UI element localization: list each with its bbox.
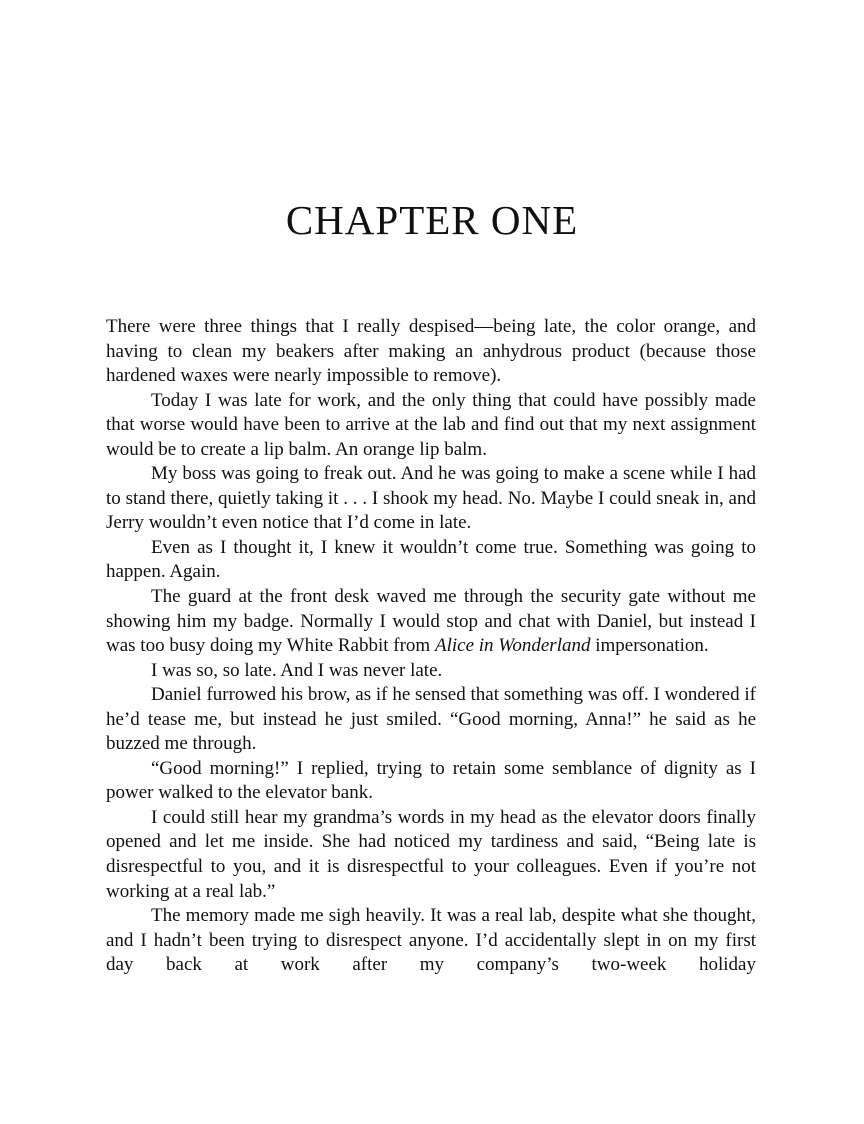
paragraph-5 (106, 585, 756, 659)
paragraph-1: There were three things that I really despised—being late, the color orange, and having to clean my beakers after making an anhydrous product (because those hardened waxes were nearly impossible to remove). (106, 316, 756, 387)
chapter-title: CHAPTER ONE (285, 197, 579, 243)
paragraph-6: I was so, so late. And I was never late. (151, 659, 443, 681)
chapter-body (106, 315, 756, 978)
paragraph-3: My boss was going to freak out. And he was going to make a scene while I had to stand there, quietly taking it . . . I shook my head. No. Maybe I could sneak in, and Jerry wouldn’t even notice that I’d come in late. (106, 463, 756, 534)
book-title-italic: Alice in Wonderland (434, 635, 591, 657)
paragraph-9: I could still hear my grandma’s words in my head as the elevator doors finally opened and let me inside. She had noticed my tardiness and said, “Being late is disrespectful to you, and it is disrespectful to your colleagues. Even if you’re not working at a real lab.” (106, 806, 756, 902)
paragraph-5-text-before: The guard at the front desk waved me through the security gate without me showing him my badge. Normally I would stop and chat with Daniel, but instead I was too busy doing my White Rabbit from (106, 586, 756, 657)
paragraph-4: Even as I thought it, I knew it wouldn’t come true. Something was going to happen. Again. (106, 536, 756, 583)
paragraph-7: Daniel furrowed his brow, as if he sensed that something was off. I wondered if he’d tease me, but instead he just smiled. “Good morning, Anna!” he said as he buzzed me through. (106, 684, 756, 755)
paragraph-10: The memory made me sigh heavily. It was a real lab, despite what she thought, and I hadn’t been trying to disrespect anyone. I’d accidentally slept in on my first day back at work after my company’s two-week holiday (106, 905, 756, 976)
paragraph-2: Today I was late for work, and the only thing that could have possibly made that worse would have been to arrive at the lab and find out that my next assignment would be to create a lip balm. An orange lip balm. (106, 389, 756, 460)
paragraph-8: “Good morning!” I replied, trying to retain some semblance of dignity as I power walked to the elevator bank. (106, 757, 756, 804)
paragraph-5-text-after: impersonation. (590, 635, 709, 657)
